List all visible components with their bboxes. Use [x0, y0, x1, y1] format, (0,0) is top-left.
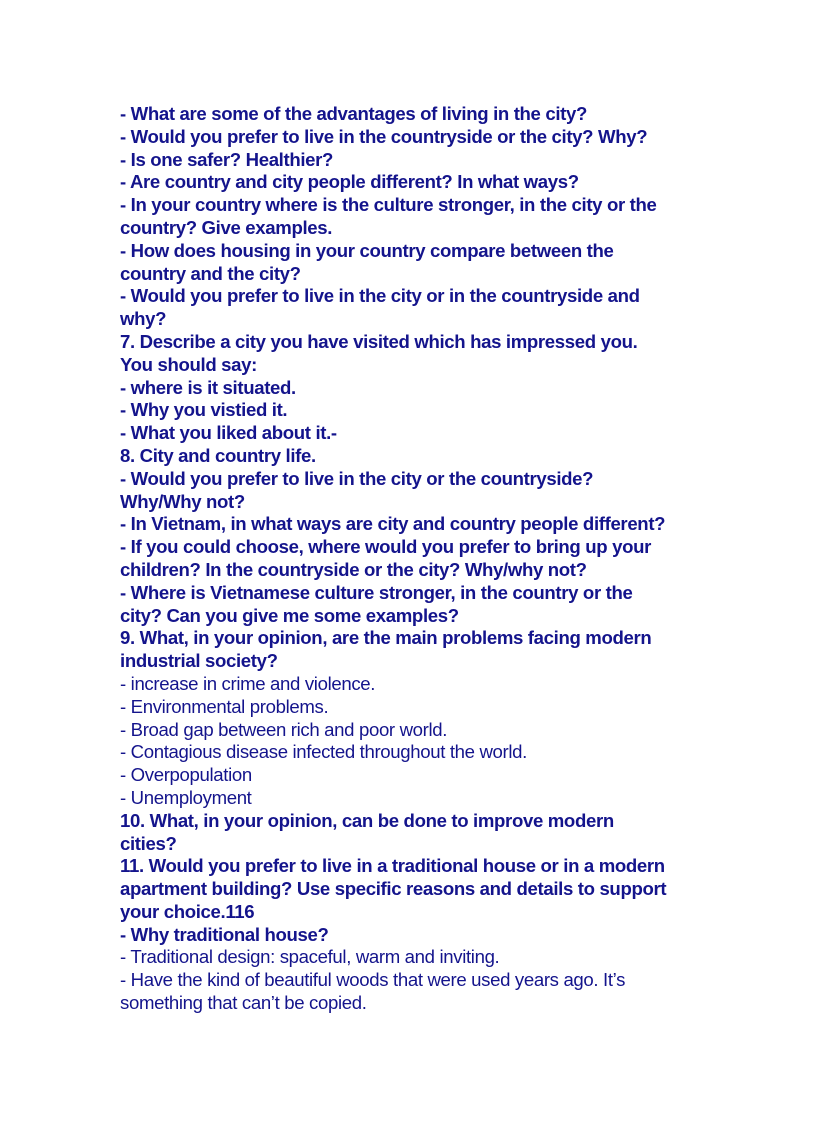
text-line: something that can’t be copied. [120, 992, 367, 1014]
text-line: 10. What, in your opinion, can be done to improve modern [120, 809, 614, 831]
text-line: - If you could choose, where would you prefer to bring up your [120, 536, 651, 558]
text-line: Why/Why not? [120, 490, 245, 512]
text-line: - What are some of the advantages of living in the city? [120, 103, 588, 124]
text-line: - Would you prefer to live in the city or the countryside? [120, 467, 594, 489]
text-line: - What you liked about it.- [120, 422, 337, 444]
text-line: You should say: [120, 353, 257, 375]
text-line: country and the city? [120, 262, 301, 284]
text-line: apartment building? Use specific reasons and details to support [120, 878, 667, 900]
text-line: - How does housing in your country compare between the [120, 239, 614, 261]
text-line: - In your country where is the culture stronger, in the city or the [120, 194, 657, 216]
text-line: industrial society? [120, 650, 278, 672]
text-line: 11. Would you prefer to live in a traditional house or in a modern [120, 855, 665, 877]
text-line: - Unemployment [120, 786, 252, 808]
text-line: - Would you prefer to live in the countryside or the city? Why? [120, 125, 648, 147]
document-page [120, 103, 740, 1015]
text-line: - Contagious disease infected throughout the world. [120, 741, 527, 763]
text-line: city? Can you give me some examples? [120, 604, 459, 626]
document-text-body [120, 103, 740, 1015]
text-line: - where is it situated. [120, 376, 296, 398]
text-line: - Overpopulation [120, 764, 252, 786]
text-line: why? [120, 308, 167, 330]
text-line: - Traditional design: spaceful, warm and inviting. [120, 946, 500, 968]
text-line: - In Vietnam, in what ways are city and country people different? [120, 513, 666, 535]
text-line: - Environmental problems. [120, 695, 329, 717]
text-line: - Are country and city people different? In what ways? [120, 171, 579, 193]
text-line: - increase in crime and violence. [120, 672, 376, 694]
text-line: - Is one safer? Healthier? [120, 148, 334, 170]
text-line: 7. Describe a city you have visited which has impressed you. [120, 330, 638, 352]
text-line: country? Give examples. [120, 216, 333, 238]
text-line: 9. What, in your opinion, are the main problems facing modern [120, 627, 652, 649]
text-line: 8. City and country life. [120, 444, 316, 466]
text-line: - Would you prefer to live in the city or in the countryside and [120, 285, 640, 307]
text-line: - Why traditional house? [120, 923, 329, 945]
text-line: - Why you vistied it. [120, 399, 288, 421]
text-line: cities? [120, 832, 177, 854]
text-line: - Have the kind of beautiful woods that were used years ago. It’s [120, 969, 626, 991]
text-line: - Broad gap between rich and poor world. [120, 718, 448, 740]
text-line: - Where is Vietnamese culture stronger, in the country or the [120, 581, 633, 603]
text-line: your choice.116 [120, 900, 255, 922]
text-line: children? In the countryside or the city? Why/why not? [120, 558, 587, 580]
